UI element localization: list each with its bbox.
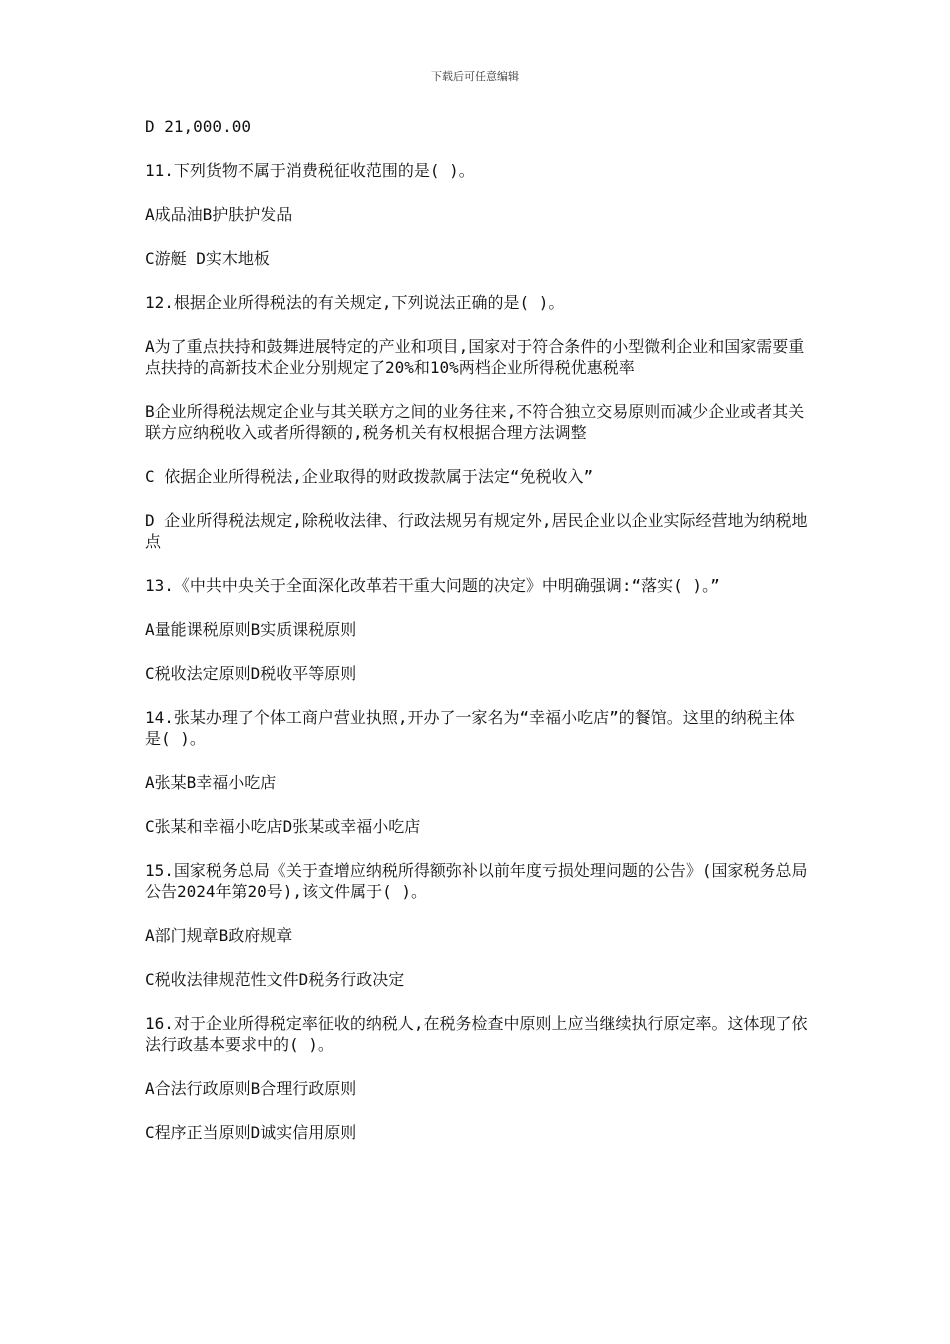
question-14: 14.张某办理了个体工商户营业执照,开办了一家名为“幸福小吃店”的餐馆。这里的纳税主体是( )。 [145,708,795,748]
question-15: 15.国家税务总局《关于查增应纳税所得额弥补以前年度亏损处理问题的公告》(国家税务总局公告2024年第20号),该文件属于( )。 [145,861,808,901]
question-11-options-ab: A成品油B护肤护发品 [145,205,293,224]
page-header: 下载后可任意编辑 [431,70,519,83]
question-12-option-c: C 依据企业所得税法,企业取得的财政拨款属于法定“免税收入” [145,467,594,486]
question-15-options-ab: A部门规章B政府规章 [145,926,293,945]
question-13-options-cd: C税收法定原则D税收平等原则 [145,664,357,683]
question-12-option-a: A为了重点扶持和鼓舞进展特定的产业和项目,国家对于符合条件的小型微利企业和国家需要重点扶持的高新技术企业分别规定了20%和10%两档企业所得税优惠税率 [145,337,805,377]
question-16-options-ab: A合法行政原则B合理行政原则 [145,1079,357,1098]
answer-option-line: D 21,000.00 [145,117,251,136]
question-14-options-ab: A张某B幸福小吃店 [145,773,277,792]
question-11-options-cd: C游艇 D实木地板 [145,249,270,268]
document-body [145,116,810,1166]
question-12-option-d: D 企业所得税法规定,除税收法律、行政法规另有规定外,居民企业以企业实际经营地为纳税地点 [145,511,808,551]
question-12-option-b: B企业所得税法规定企业与其关联方之间的业务往来,不符合独立交易原则而减少企业或者其关联方应纳税收入或者所得额的,税务机关有权根据合理方法调整 [145,402,805,442]
question-16-options-cd: C程序正当原则D诚实信用原则 [145,1123,357,1142]
question-13-options-ab: A量能课税原则B实质课税原则 [145,620,357,639]
question-13: 13.《中共中央关于全面深化改革若干重大问题的决定》中明确强调:“落实( )。” [145,576,720,595]
question-16: 16.对于企业所得税定率征收的纳税人,在税务检查中原则上应当继续执行原定率。这体现了依法行政基本要求中的( )。 [145,1014,808,1054]
question-14-options-cd: C张某和幸福小吃店D张某或幸福小吃店 [145,817,421,836]
question-12: 12.根据企业所得税法的有关规定,下列说法正确的是( )。 [145,293,565,312]
question-11: 11.下列货物不属于消费税征收范围的是( )。 [145,161,475,180]
question-15-options-cd: C税收法律规范性文件D税务行政决定 [145,970,405,989]
